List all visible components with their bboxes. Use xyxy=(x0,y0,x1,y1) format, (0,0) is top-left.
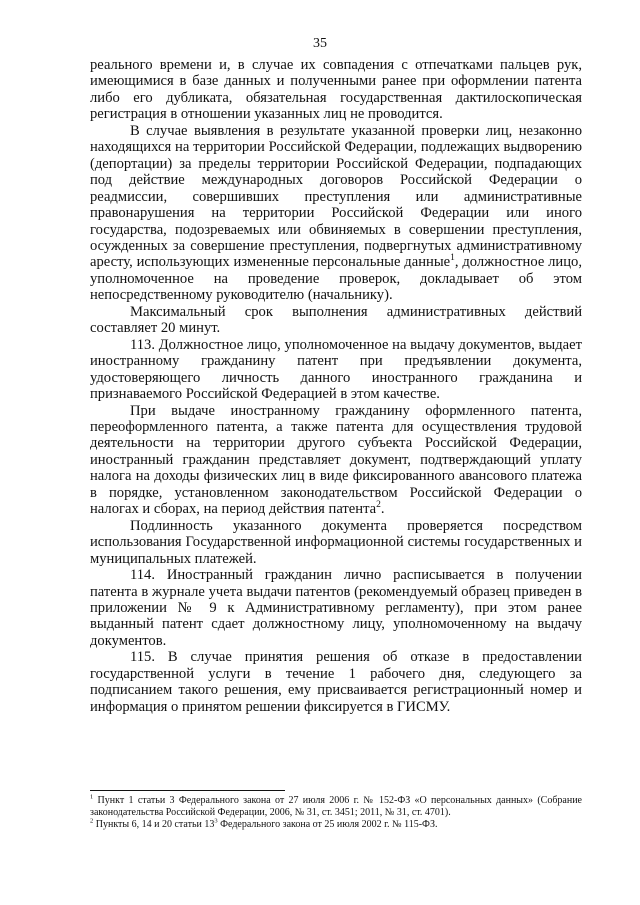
paragraph-detection: В случае выявления в результате указанной проверки лиц, незаконно находящихся на территории Российской Федерации, подлежащих выдворению (депортации) за пределы территории Российской Федерации, подпадающих под действие международных договоров Российской Федерации о реадмиссии, совершивших преступления или административные правонарушения на территории Российской Федерации или иного государства, подозреваемых или обвиняемых в совершении преступления, осужденных за совершение преступления, подвергнутых административному аресту, использующих измененные персональные данные$^1$, должностное лицо, уполномоченное на проведение проверок, докладывает об этом непосредственному руководителю (начальнику). xyxy=(90,122,582,304)
paragraph-114: 114. Иностранный гражданин лично расписывается в получении патента в журнале учета выдачи патентов (рекомендуемый образец приведен в приложении № 9 к Административному регламенту), при этом ранее выданный патент сдает должностному лицу, уполномоченному на выдачу документов. xyxy=(90,567,582,649)
footnote-1: $^1$ Пункт 1 статьи 3 Федерального закона от 27 июля 2006 г. № 152-ФЗ «О персональных данных» (Собрание законодательства Российской Федерации, 2006, № 31, ст. 3451; 2011, № 31, ст. 4701). xyxy=(90,793,582,818)
paragraph-patent-issuance: При выдаче иностранному гражданину оформленного патента, переоформленного патента, а также патента для осуществления трудовой деятельности на территории другого субъекта Российской Федерации, иностранный гражданин представляет документ, подтверждающий уплату налога на доходы физических лиц в виде фиксированного авансового платежа в порядке, установленном законодательством Российской Федерации о налогах и сборах, на период действия патента$^2$. xyxy=(90,402,582,518)
footnote-divider xyxy=(90,790,285,791)
paragraph-continuation: реального времени и, в случае их совпадения с отпечатками пальцев рук, имеющимися в базе данных и полученными ранее при оформлении патента либо его дубликата, обязательная государственная дактилоскопическая регистрация в отношении указанных лиц не проводится. xyxy=(90,57,582,123)
paragraph-113: 113. Должностное лицо, уполномоченное на выдачу документов, выдает иностранному гражданину патент при предъявлении документа, удостоверяющего личность данного иностранного гражданина и признаваемого Российской Федерацией в этом качестве. xyxy=(90,336,582,403)
footnote-ref-2: 2 xyxy=(376,500,381,511)
footnote-2: $^2$ Пункты 6, 14 и 20 статьи $13^3$ Федерального закона от 25 июля 2002 г. № 115-ФЗ. xyxy=(90,817,438,830)
footnote-ref-1: 1 xyxy=(450,253,455,264)
paragraph-115: 115. В случае принятия решения об отказе в предоставлении государственной услуги в течение 1 рабочего дня, следующего за подписанием такого решения, ему присваивается регистрационный номер и информация о принятом решении фиксируется в ГИСМУ. xyxy=(90,649,582,715)
page-number: 35 xyxy=(313,36,327,51)
paragraph-max-time: Максимальный срок выполнения административных действий составляет 20 минут. xyxy=(90,303,582,337)
body-text xyxy=(90,57,582,715)
footnotes xyxy=(90,795,582,831)
paragraph-authenticity: Подлинность указанного документа проверяется посредством использования Государственной информационной системы государственных и муниципальных платежей. xyxy=(90,517,582,567)
